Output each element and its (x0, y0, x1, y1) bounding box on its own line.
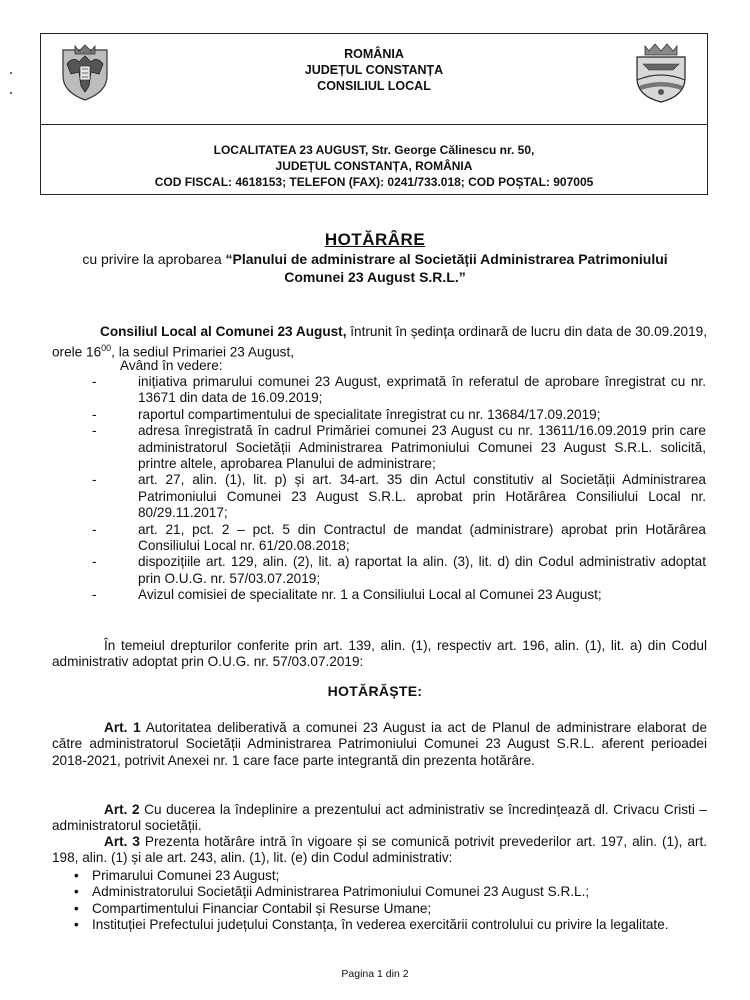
article-1 (52, 720, 707, 769)
list-item: • Primarului Comunei 23 August; (74, 868, 280, 883)
fiscal-contact-line: COD FISCAL: 4618153; TELEFON (FAX): 0241/733.018; COD POȘTAL: 907005 (154, 175, 594, 189)
bullet-icon: • (74, 868, 79, 883)
article-2 (52, 802, 707, 835)
letterhead-divider (41, 124, 707, 125)
list-item: - Avizul comisiei de specialitate nr. 1 a Consiliului Local al Comunei 23 August; (92, 587, 602, 603)
intro-paragraph (52, 324, 707, 361)
article-label: Art. 1 (104, 720, 141, 735)
council-name: CONSILIUL LOCAL (317, 79, 431, 93)
bullet-icon: • (74, 900, 79, 916)
intro-text-end: , la sediul Primariei 23 August, (111, 344, 294, 360)
scan-speck (10, 72, 12, 74)
considering-heading: Având în vedere: (120, 358, 223, 373)
article-text: Autoritatea deliberativă a comunei 23 August ia act de Planul de administrare elaborat de către administratorul Societății Administrarea Patrimoniului Comunei 23 August S.R.L. aferent perioadei 2018-2021, potrivit Anexei nr. 1 care face parte integrantă din prezenta hotărâre. (52, 720, 707, 768)
article-3 (52, 834, 707, 867)
address-line: LOCALITATEA 23 AUGUST, Str. George Călinescu nr. 50, (213, 143, 535, 157)
article-text: Prezenta hotărâre intră în vigoare și se comunică potrivit prevederilor art. 197, alin. (1), art. 198, alin. (1) și ale art. 243, alin. (1), lit. (e) din Codul administrativ: (52, 834, 707, 866)
subtitle-prefix: cu privire la aprobarea (82, 251, 226, 267)
list-item: - adresa înregistrată în cadrul Primăriei comunei 23 August cu nr. 13611/16.09.2019 prin care administratorul Societății Administrarea Patrimoniului Comunei 23 August S.R.L. solicită, printre altele, aprobarea Planului de administrare; (92, 423, 706, 472)
country-name: ROMÂNIA (344, 47, 404, 61)
decision-heading: HOTĂRĂȘTE: (327, 683, 423, 699)
bullet-icon: • (74, 884, 79, 900)
considerations-list (92, 374, 706, 604)
list-item: • Instituției Prefectului județului Constanța, în vederea exercitării controlului cu privire la legalitate. (74, 917, 669, 933)
list-item: • Compartimentului Financiar Contabil și Resurse Umane; (74, 900, 432, 916)
document-subtitle (60, 250, 690, 286)
list-item: • Administratorului Societății Administrarea Patrimoniului Comunei 23 August S.R.L.; (74, 884, 590, 900)
list-item: - art. 27, alin. (1), lit. p) și art. 34-art. 35 din Actul constitutiv al Societății Administrarea Patrimoniului Comunei 23 August S.R.L. aprobat prin Hotărârea Consiliului Local nr. 80/29.11.2017; (92, 472, 706, 521)
article-label: Art. 2 (104, 802, 140, 817)
letterhead-contact (41, 142, 707, 190)
legal-basis-paragraph: În temeiul drepturilor conferite prin art. 139, alin. (1), respectiv art. 196, alin. (1), lit. a) din Codul administrativ adoptat prin O.U.G. nr. 57/03.07.2019: (52, 638, 707, 670)
list-item: - art. 21, pct. 2 – pct. 5 din Contractul de mandat (administrare) aprobat prin Hotărârea Consiliului Local nr. 61/20.08.2018; (92, 521, 706, 554)
article-label: Art. 3 (104, 834, 140, 849)
article-text: Cu ducerea la îndeplinire a prezentului act administrativ se încredințează dl. Crivacu Cristi – administratorul societății. (52, 802, 707, 834)
bullet-icon: • (74, 917, 79, 933)
letterhead-frame (40, 33, 708, 195)
subtitle-plan-name: “Planului de administrare al Societății Administrarea Patrimoniului Comunei 23 August S.R.L.” (225, 251, 668, 285)
intro-hour-sup: 00 (101, 343, 112, 354)
county-name: JUDEȚUL CONSTANȚA (304, 63, 444, 77)
list-item: - raportul compartimentului de specialitate înregistrat cu nr. 13684/17.09.2019; (92, 406, 601, 422)
document-title: HOTĂRÂRE (324, 230, 426, 249)
page-number: Pagina 1 din 2 (341, 968, 409, 980)
list-item: - dispozițiile art. 129, alin. (2), lit. a) raportat la alin. (3), lit. d) din Codul administrativ adoptat prin O.U.G. nr. 57/03.07.2019; (92, 554, 706, 586)
letterhead-institution (41, 46, 707, 94)
address-county: JUDEȚUL CONSTANȚA, ROMÂNIA (275, 159, 473, 173)
recipients-list (72, 868, 708, 934)
scan-speck (10, 92, 12, 94)
list-item: - inițiativa primarului comunei 23 August, exprimată în referatul de aprobare înregistrat cu nr. 13671 din data de 16.09.2019; (92, 374, 706, 406)
intro-text: întrunit în ședința ordinară de lucru din data de 30.09.2019, orele 16 (52, 324, 707, 360)
council-bold: Consiliul Local al Comunei 23 August, (100, 324, 347, 339)
